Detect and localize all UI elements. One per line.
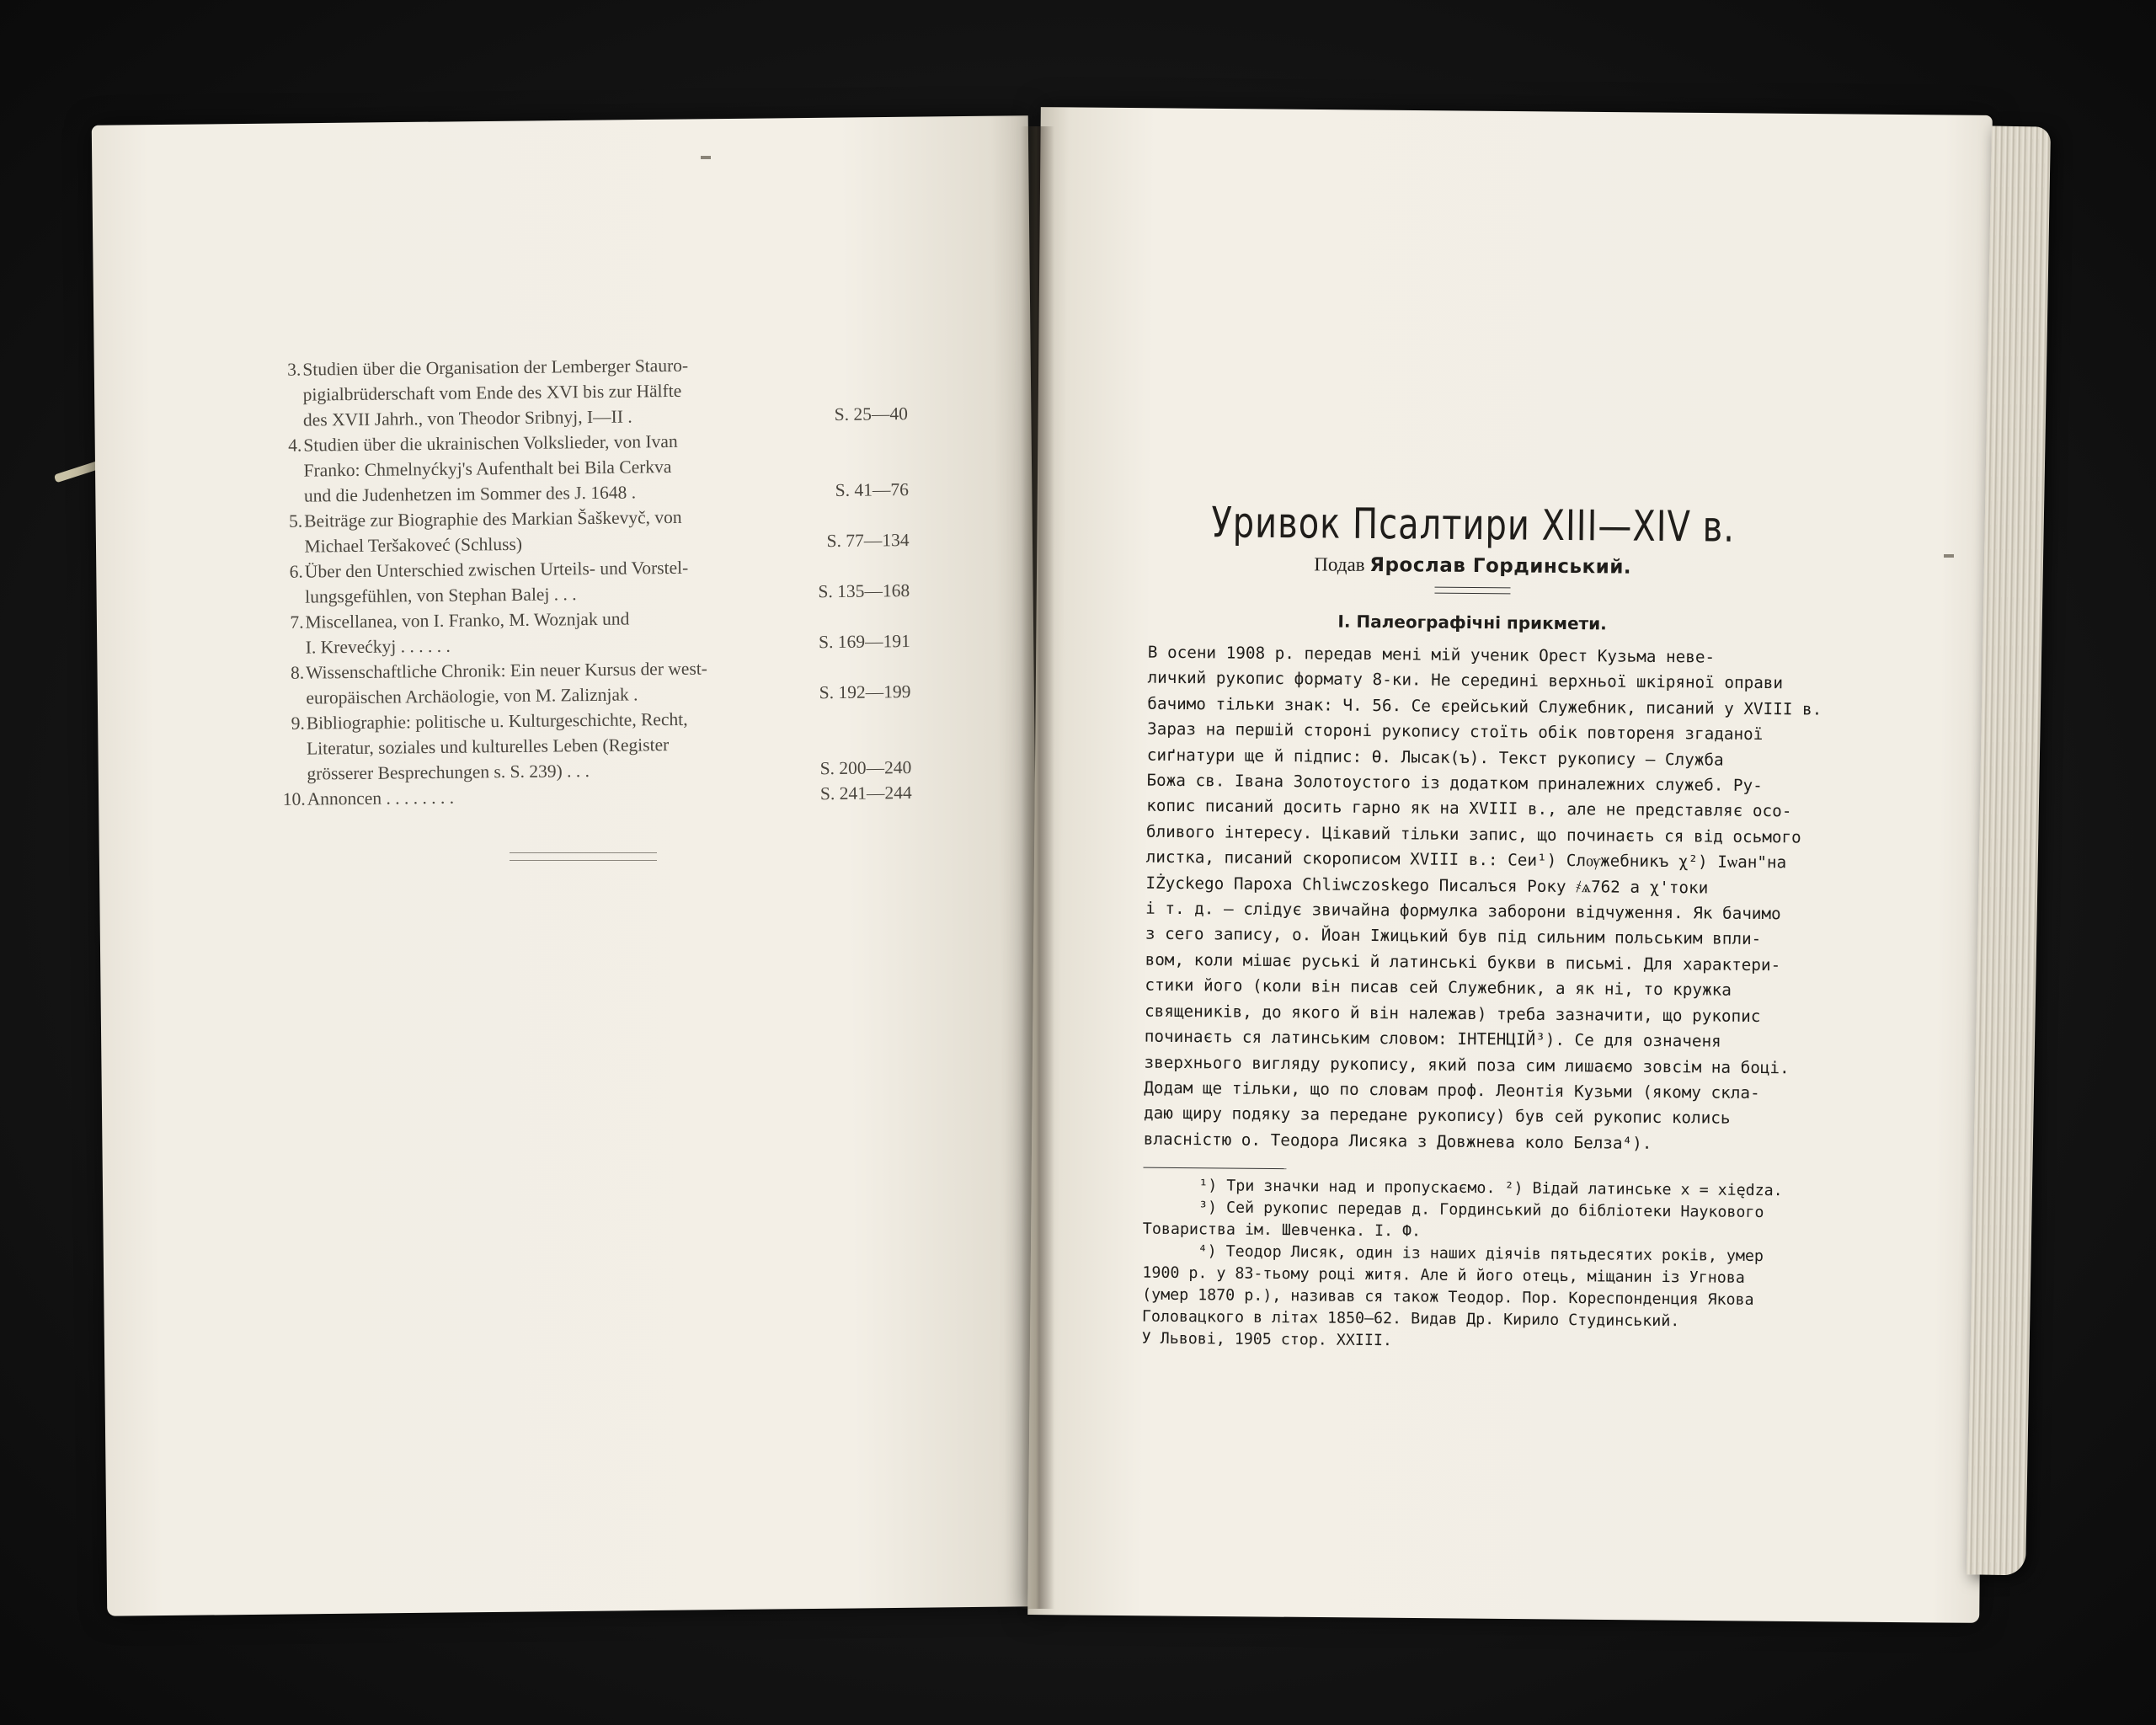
entry-number: 4. bbox=[288, 435, 302, 456]
entry-line: lungsgefühlen, von Stephan Balej . . . bbox=[305, 584, 577, 607]
body-line: зверхнього вигляду рукопису, який поза сим лишаємо зовсім на боці. bbox=[1144, 1052, 1790, 1077]
byline-prefix: Подав bbox=[1314, 553, 1365, 575]
left-page bbox=[92, 115, 1043, 1616]
entry-number: 5. bbox=[288, 510, 303, 531]
article-title: Уривок Псалтири XIII—XIV в. bbox=[1211, 499, 1736, 553]
footnote-line: Товариства ім. Шевченка. І. Ф. bbox=[1142, 1220, 1422, 1241]
body-line: листка, писаний скорописом XVIII в.: Сеи¹) Слѹжебникъ χ²) Іѡан"на bbox=[1145, 846, 1787, 873]
entry-pages: S. 241—244 bbox=[819, 782, 912, 804]
body-line: В осени 1908 р. передав мені мій ученик Орест Кузьма неве- bbox=[1147, 642, 1716, 667]
body-line: стики його (коли він писав сей Служебник, а як ні, то кружка bbox=[1145, 975, 1732, 1000]
body-line: з сего запису, о. Йоан Іжицький був під сильним польським впли- bbox=[1145, 924, 1762, 949]
entry-pages: S. 77—134 bbox=[826, 530, 910, 552]
entry-line: des XVII Jahrh., von Theodor Sribnyj, I—II . bbox=[302, 406, 632, 430]
footnote-line: ³) Сей рукопис передав д. Гординський до бібліотеки Наукового bbox=[1198, 1199, 1764, 1222]
entry-number: 6. bbox=[289, 561, 303, 582]
article-body bbox=[1143, 640, 1822, 1158]
contents-entry bbox=[279, 654, 911, 711]
entry-number: 10. bbox=[282, 788, 306, 809]
paper-speck bbox=[1944, 554, 1954, 558]
entry-number: 9. bbox=[291, 713, 305, 734]
entry-pages: S. 135—168 bbox=[818, 580, 910, 602]
body-line: копис писаний досить гарно як на XVIII в., але не представляє осо- bbox=[1146, 796, 1792, 821]
title-rule bbox=[1434, 587, 1510, 595]
entry-line: Über den Unterschied zwischen Urteils- und Vorstel- bbox=[304, 557, 689, 582]
body-line: і т. д. — слідує звичайна формулка заборони відчуження. Як бачимо bbox=[1145, 898, 1781, 924]
body-line: IŻyckego Пароха Chliwczoskego Писалъся Року ҂ѧ762 а χ'токи bbox=[1145, 873, 1709, 898]
binding-thread bbox=[54, 461, 101, 483]
body-line: сиґнатури ще й підпис: Ѳ. Лысак(ъ). Текст рукопису — Служба bbox=[1146, 745, 1724, 770]
footnotes bbox=[1142, 1175, 1792, 1356]
body-line: Зараз на першій стороні рукопису стоїть обік повтореня згаданої bbox=[1146, 718, 1764, 745]
entry-line: Michael Teršakoveć (Schluss) bbox=[304, 533, 523, 557]
entry-line: Wissenschaftliche Chronik: Ein neuer Kursus der west- bbox=[305, 658, 708, 683]
entry-pages: S. 25—40 bbox=[834, 403, 909, 425]
body-line: вом, коли мішає руські й латинські букви в письмі. Для характери- bbox=[1145, 949, 1781, 975]
contents-entry bbox=[278, 603, 910, 660]
entry-line: Studien über die Organisation der Lemberger Stauro- bbox=[302, 355, 689, 380]
body-line: личкий рукопис формату 8-ки. Не середині верхньої шкіряної оправи bbox=[1147, 668, 1784, 693]
section-heading: I. Палеографічні прикмети. bbox=[1337, 611, 1607, 634]
body-line: бливого інтересу. Цікавий тільки запис, що починаєть ся від осьмого bbox=[1145, 821, 1801, 847]
footnote-line: У Львові, 1905 стор. XXIII. bbox=[1141, 1329, 1392, 1350]
contents-list bbox=[275, 350, 912, 812]
body-line: бачимо тільки знак: Ч. 56. Се єрейський Служебник, писаний у XVIII в. bbox=[1147, 693, 1822, 719]
author-name: Ярослав Гординський. bbox=[1369, 553, 1632, 579]
contents-entry bbox=[278, 553, 910, 610]
entry-pages: S. 192—199 bbox=[819, 681, 911, 703]
footnote-rule bbox=[1143, 1167, 1286, 1169]
body-line: Додам ще тільки, що по словам проф. Леонтія Кузьми (якому скла- bbox=[1144, 1077, 1760, 1103]
entry-number: 8. bbox=[290, 662, 305, 683]
entry-line: Franko: Chmelnyćkyj's Aufenthalt bei Bila Cerkva bbox=[303, 457, 672, 481]
footnote-line: 1900 р. у 83-тьому році житя. Але й його отець, міщанин із Угнова bbox=[1142, 1263, 1745, 1287]
entry-line: Annoncen . . . . . . . . bbox=[307, 787, 455, 809]
entry-line: Miscellanea, von I. Franko, M. Woznjak und bbox=[305, 608, 630, 633]
entry-number: 7. bbox=[290, 611, 304, 633]
entry-line: grösserer Besprechungen s. S. 239) . . . bbox=[307, 761, 590, 784]
footnote-line: Головацкого в літах 1850—62. Видав Др. Кирило Студинський. bbox=[1141, 1307, 1680, 1331]
contents-entry bbox=[276, 426, 909, 509]
body-line: власністю о. Теодора Лисяка з Довжнева коло Белза⁴). bbox=[1143, 1129, 1652, 1153]
byline bbox=[1149, 553, 1797, 580]
entry-pages: S. 41—76 bbox=[835, 479, 910, 500]
contents-entry bbox=[280, 704, 912, 787]
entry-pages: S. 200—240 bbox=[819, 757, 912, 779]
entry-line: Studien über die ukrainischen Volkslieder, von Ivan bbox=[303, 430, 678, 456]
footnote-line: ¹) Три значки над и пропускаємо. ²) Відай латинське x = xiędza. bbox=[1198, 1177, 1783, 1200]
entry-line: Literatur, soziales und kulturelles Leben (Register bbox=[306, 734, 670, 759]
entry-pages: S. 169—191 bbox=[818, 631, 910, 653]
entry-number: 3. bbox=[287, 359, 302, 380]
body-line: Божа св. Івана Золотоустого із додатком приналежних служеб. Ру- bbox=[1146, 770, 1763, 796]
footnote-line: (умер 1870 р.), називав ся також Теодор. Пор. Кореспонденция Якова bbox=[1142, 1285, 1754, 1310]
contents-end-rule bbox=[510, 852, 657, 861]
entry-line: Beiträge zur Biographie des Markian Šaškevyč, von bbox=[304, 506, 682, 531]
entry-line: Bibliographie: politische u. Kulturgeschichte, Recht, bbox=[306, 708, 688, 734]
body-line: священиків, до якого й він належав) треба зазначити, що рукопис bbox=[1145, 1001, 1761, 1026]
body-line: даю щиру подяку за передане рукопису) був сей рукопис колись bbox=[1143, 1103, 1731, 1129]
entry-line: europäischen Archäologie, von M. Zaliznjak . bbox=[306, 684, 638, 708]
footnote-line: ⁴) Теодор Лисяк, один із наших діячів пятьдесятих років, умер bbox=[1198, 1242, 1764, 1266]
contents-entry bbox=[275, 350, 908, 433]
entry-line: I. Krevećkyj . . . . . . bbox=[305, 635, 451, 658]
entry-line: pigialbrüderschaft vom Ende des XVI bis zur Hälfte bbox=[302, 380, 682, 405]
paper-speck bbox=[701, 156, 711, 159]
entry-line: und die Judenhetzen im Sommer des J. 1648 . bbox=[303, 482, 637, 506]
book-gutter bbox=[1021, 126, 1054, 1609]
body-line: починаєть ся латинським словом: ІНТЕНЦІЙ³). Се для означеня bbox=[1144, 1026, 1721, 1051]
article bbox=[1141, 499, 1822, 1356]
contents-entry bbox=[277, 502, 910, 559]
